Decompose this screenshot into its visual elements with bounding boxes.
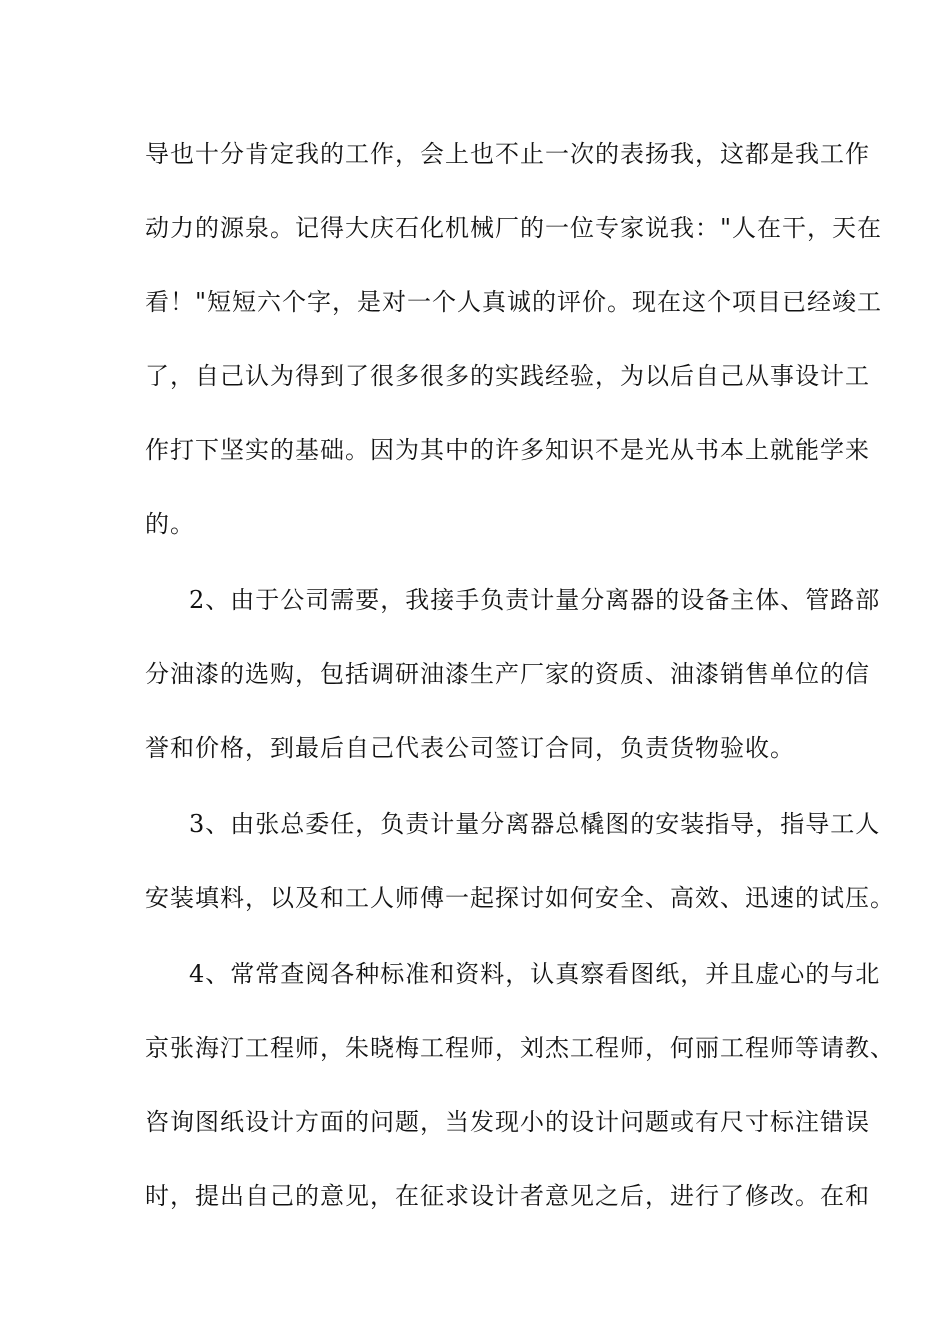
text-line: 安装填料，以及和工人师傅一起探讨如何安全、高效、迅速的试压。 — [145, 884, 895, 912]
text-line: 的。 — [145, 510, 195, 538]
text-line: 了，自己认为得到了很多很多的实践经验，为以后自己从事设计工 — [145, 362, 870, 390]
text-line: 誉和价格，到最后自己代表公司签订合同，负责货物验收。 — [145, 734, 795, 762]
text-line: 2、由于公司需要，我接手负责计量分离器的设备主体、管路部 — [189, 586, 881, 614]
text-line: 咨询图纸设计方面的问题，当发现小的设计问题或有尺寸标注错误 — [145, 1108, 870, 1136]
text-line: 分油漆的选购，包括调研油漆生产厂家的资质、油漆销售单位的信 — [145, 660, 870, 688]
text-line: 导也十分肯定我的工作，会上也不止一次的表扬我，这都是我工作 — [145, 140, 870, 168]
text-line: 动力的源泉。记得大庆石化机械厂的一位专家说我："人在干，天在 — [145, 214, 883, 242]
text-line: 作打下坚实的基础。因为其中的许多知识不是光从书本上就能学来 — [145, 436, 870, 464]
text-line: 看！"短短六个字，是对一个人真诚的评价。现在这个项目已经竣工 — [145, 288, 883, 316]
text-line: 京张海汀工程师，朱晓梅工程师，刘杰工程师，何丽工程师等请教、 — [145, 1034, 895, 1062]
text-line: 3、由张总委任，负责计量分离器总橇图的安装指导，指导工人 — [189, 810, 881, 838]
text-line: 4、常常查阅各种标准和资料，认真察看图纸，并且虚心的与北 — [189, 960, 881, 988]
text-line: 时，提出自己的意见，在征求设计者意见之后，进行了修改。在和 — [145, 1182, 870, 1210]
